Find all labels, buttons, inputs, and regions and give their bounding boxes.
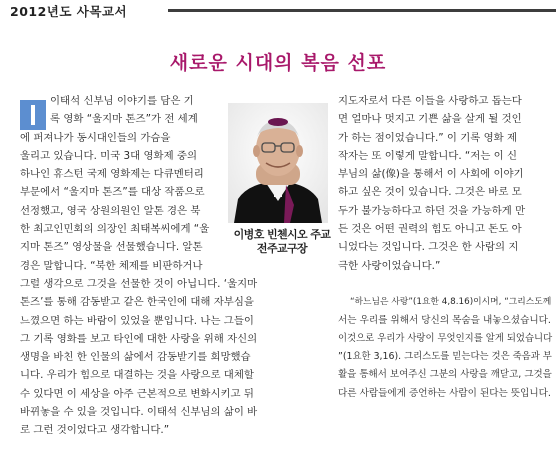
text-line: 활을 통해서 보여주신 그분의 사랑을 깨닫고, 그것을 (338, 369, 552, 381)
text-line: 록 영화 “울지마 톤즈”가 전 세계 (50, 113, 198, 126)
text-line: 이것으로 우리가 사랑이 무엇인지를 알게 되었습니다 (338, 332, 553, 344)
text-line: 톤즈’를 통해 감동받고 같은 한국인에 대해 자부심을 (20, 296, 254, 309)
text-line: 지도자로서 다른 이들을 사랑하고 돕는다 (338, 95, 522, 107)
text-line: 극한 사랑이었습니다.” (338, 259, 441, 272)
text-line: 지마 톤즈” 영상물을 선물했습니다. 알톤 (20, 241, 203, 254)
text-line: “하느님은 사랑”(1요한 4,8.16)이시며, “그리스도께 (350, 297, 552, 308)
text-line: 하나인 휴스턴 국제 영화제는 다큐멘터리 (20, 168, 204, 181)
text-line: 생명을 바친 한 인물의 삶에서 감동받기를 희망했습 (20, 351, 251, 364)
text-line: 느꼈으면 하는 바람이 있었을 뿐입니다. 나는 그들이 (20, 314, 254, 327)
text-line: 그럴 생각으로 그것을 선물한 것이 아닙니다. ‘울지마 (20, 277, 258, 290)
text-line: 그 기록 영화를 보고 타인에 대한 사랑을 위해 자신의 (20, 332, 258, 345)
text-line: 이태석 신부님 이야기를 담은 기 (50, 95, 194, 107)
text-line: 가 하는 점이었습니다.” 이 기록 영화 제 (338, 131, 518, 144)
text-line: 울리고 있습니다. 미국 3대 영화제 중의 (20, 149, 197, 162)
text-line: 로 그런 것이었다고 생각합니다.” (20, 424, 170, 437)
text-line: 선정했고, 영국 상원의원인 알톤 경은 북 (20, 204, 201, 217)
photo-caption (226, 228, 338, 256)
right-column (338, 92, 552, 403)
text-line: 부님의 삶(像)을 통해서 이 사회에 이야기 (338, 168, 524, 181)
text-line: 니다. 우리가 힘으로 대결하는 것을 사랑으로 대체할 (20, 369, 254, 382)
section-header (0, 0, 556, 22)
text-line: 두가 불가능하다고 하던 것을 가능하게 만 (338, 204, 526, 217)
text-line: ”(1요한 3,16). 그리스도를 믿는다는 것은 죽음과 부 (338, 351, 552, 363)
text-line: 수 있다면 이 세상을 아주 근본적으로 변화시키고 뒤 (20, 387, 254, 400)
text-line: 바뀌놓을 수 있을 것입니다. 이태석 신부님의 삶이 바 (20, 406, 258, 419)
text-line: 든 것은 어떤 권력의 힘도 아니고 돈도 아 (338, 223, 522, 236)
caption-role: 전주교구장 (256, 242, 308, 255)
text-line: 다른 사람들에게 증언하는 사람이 된다는 뜻입니다. (338, 387, 551, 399)
text-line: 에 퍼져나가 동시대인들의 가슴을 (20, 131, 171, 144)
header-rule (168, 9, 556, 12)
text-line: 서는 우리를 위해서 당신의 목숨을 내놓으셨습니다. (338, 314, 551, 326)
text-line: 부문에서 “울지마 톤즈”를 대상 작품으로 (20, 186, 205, 199)
caption-name: 이병호 빈첸시오 주교 (233, 228, 331, 241)
text-line: 한 최고인민회의 의장인 최태복씨에게 “울 (20, 223, 210, 236)
text-line (338, 275, 552, 293)
text-line: 면 얼마나 멋지고 기쁜 삶을 살게 될 것인 (338, 113, 522, 126)
text-line: 니었다는 것입니다. 그것은 한 사람의 지 (338, 241, 519, 254)
text-line: 경은 말합니다. “북한 체제를 비판하거나 (20, 259, 203, 272)
bishop-photo (228, 103, 328, 223)
article-title: 새로운 시대의 복음 선포 (169, 52, 387, 74)
section-label: 2012년도 사목교서 (10, 2, 135, 20)
text-line: 하고 싶은 것이 있습니다. 그것은 바로 모 (338, 186, 522, 199)
text-line: 작자는 또 이렇게 말합니다. “저는 이 신 (338, 149, 518, 162)
